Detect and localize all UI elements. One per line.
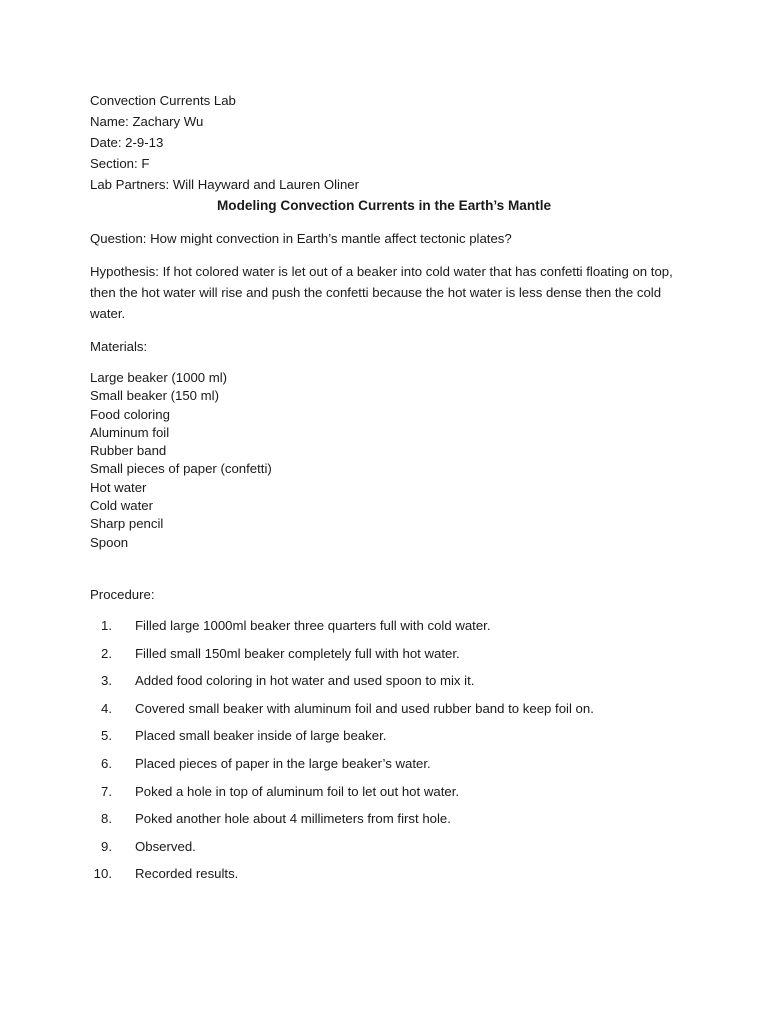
step-number: 2.	[101, 645, 112, 661]
step-text: Observed.	[135, 838, 196, 854]
lab-partners-line: Lab Partners: Will Hayward and Lauren Oliner	[90, 177, 360, 192]
materials-list	[90, 369, 690, 552]
document-body	[90, 90, 690, 893]
step-text: Placed small beaker inside of large beaker.	[135, 728, 387, 744]
procedure-step	[90, 617, 690, 645]
date-line: Date: 2-9-13	[90, 135, 164, 150]
procedure-step	[90, 755, 690, 783]
materials-item: Hot water	[90, 479, 147, 495]
procedure-step	[90, 645, 690, 673]
lab-title: Convection Currents Lab	[90, 93, 236, 108]
procedure-step	[90, 672, 690, 700]
step-text: Poked another hole about 4 millimeters from first hole.	[135, 811, 451, 827]
document-title: Modeling Convection Currents in the Earth’s Mantle	[216, 198, 552, 213]
step-number: 6.	[101, 755, 112, 771]
procedure-step	[90, 783, 690, 811]
step-text: Recorded results.	[135, 866, 239, 882]
section-line: Section: F	[90, 156, 150, 171]
step-number: 3.	[101, 673, 112, 689]
question-paragraph: Question: How might convection in Earth’s mantle affect tectonic plates?	[90, 231, 512, 246]
step-number: 4.	[101, 700, 112, 716]
procedure-step	[90, 700, 690, 728]
materials-item: Cold water	[90, 498, 154, 514]
procedure-step	[90, 838, 690, 866]
procedure-heading: Procedure:	[90, 586, 155, 602]
procedure-step	[90, 865, 690, 893]
step-text: Poked a hole in top of aluminum foil to let out hot water.	[135, 783, 460, 799]
step-number: 7.	[101, 783, 112, 799]
step-number: 1.	[101, 617, 112, 633]
materials-item: Small pieces of paper (confetti)	[90, 461, 272, 477]
materials-item: Rubber band	[90, 443, 167, 459]
materials-item: Aluminum foil	[90, 424, 170, 440]
step-number: 5.	[101, 728, 112, 744]
name-line: Name: Zachary Wu	[90, 114, 204, 129]
step-text: Filled small 150ml beaker completely full with hot water.	[135, 645, 460, 661]
procedure-step	[90, 727, 690, 755]
materials-item: Spoon	[90, 534, 129, 550]
step-number: 8.	[101, 811, 112, 827]
hypothesis-paragraph: Hypothesis: If hot colored water is let out of a beaker into cold water that has confetti floating on top, then the hot water will rise and push the confetti because the hot water is less dense then the cold water.	[90, 264, 673, 321]
step-text: Filled large 1000ml beaker three quarters full with cold water.	[135, 617, 491, 633]
step-text: Covered small beaker with aluminum foil and used rubber band to keep foil on.	[135, 700, 594, 716]
step-text: Added food coloring in hot water and used spoon to mix it.	[135, 673, 475, 689]
materials-item: Small beaker (150 ml)	[90, 388, 219, 404]
procedure-list	[90, 617, 690, 893]
step-number: 10.	[93, 866, 112, 882]
materials-item: Sharp pencil	[90, 516, 164, 532]
step-text: Placed pieces of paper in the large beaker’s water.	[135, 755, 431, 771]
step-number: 9.	[101, 838, 112, 854]
materials-item: Large beaker (1000 ml)	[90, 370, 228, 385]
materials-heading: Materials:	[90, 339, 148, 354]
materials-item: Food coloring	[90, 406, 170, 422]
procedure-step	[90, 810, 690, 838]
